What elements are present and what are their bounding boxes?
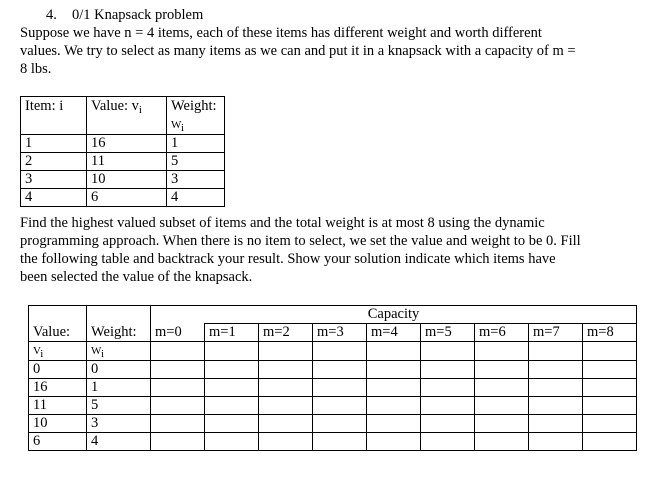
capacity-col-header: m=8: [583, 324, 637, 342]
dp-cell[interactable]: [313, 361, 367, 379]
instructions-line: Find the highest valued subset of items and the total weight is at most 8 using the dynamic: [20, 215, 545, 231]
weight-cell: 4: [167, 189, 225, 207]
intro-paragraph: [20, 24, 656, 78]
items-header-row: [21, 97, 225, 135]
weight-cell: 1: [167, 135, 225, 153]
value-cell: 16: [87, 135, 167, 153]
weight-cell: 5: [167, 153, 225, 171]
dp-cell[interactable]: [529, 397, 583, 415]
dp-cell[interactable]: [151, 415, 205, 433]
instructions-paragraph: [20, 214, 656, 286]
dp-cell[interactable]: [151, 433, 205, 451]
dp-cell[interactable]: [529, 415, 583, 433]
dp-cell[interactable]: [421, 342, 475, 361]
dp-cell[interactable]: [259, 379, 313, 397]
dp-cell[interactable]: [367, 433, 421, 451]
capacity-col-header: m=0: [151, 324, 205, 342]
dp-cell[interactable]: [205, 379, 259, 397]
dp-cell[interactable]: [259, 342, 313, 361]
dp-cell[interactable]: [205, 415, 259, 433]
capacity-col-header: m=3: [313, 324, 367, 342]
dp-cell[interactable]: [313, 415, 367, 433]
blank-cell: [29, 306, 87, 324]
dp-cell[interactable]: [475, 433, 529, 451]
instructions-line: programming approach. When there is no item to select, we set the value and weight to be 0. Fill: [20, 233, 581, 249]
weight-cell: 3: [87, 415, 151, 433]
dp-cell[interactable]: [529, 361, 583, 379]
weight-cell: 5: [87, 397, 151, 415]
problem-number: 4.: [46, 7, 57, 23]
table-row: [29, 415, 637, 433]
capacity-col-header: m=1: [205, 324, 259, 342]
dp-cell[interactable]: [205, 361, 259, 379]
dp-cell[interactable]: [529, 342, 583, 361]
dp-cell[interactable]: [421, 433, 475, 451]
dp-cell[interactable]: [151, 397, 205, 415]
dp-cell[interactable]: [205, 342, 259, 361]
instructions-line: been selected the value of the knapsack.: [20, 269, 253, 285]
dp-cell[interactable]: [475, 342, 529, 361]
table-row: [29, 397, 637, 415]
dp-cell[interactable]: [421, 379, 475, 397]
dp-cell[interactable]: [583, 433, 637, 451]
value-cell: 6: [29, 433, 87, 451]
dp-cell[interactable]: [367, 415, 421, 433]
weight-cell: 0: [87, 361, 151, 379]
table-row: [21, 171, 225, 189]
dp-cell[interactable]: [367, 397, 421, 415]
value-cell: 10: [87, 171, 167, 189]
items-table: [20, 96, 225, 207]
dp-cell[interactable]: [367, 379, 421, 397]
table-row: [21, 135, 225, 153]
dp-cell[interactable]: [151, 342, 205, 361]
dp-cell[interactable]: [313, 379, 367, 397]
table-row: [21, 153, 225, 171]
item-cell: 2: [21, 153, 87, 171]
dp-cell[interactable]: [259, 361, 313, 379]
dp-cell[interactable]: [529, 433, 583, 451]
table-row: [21, 189, 225, 207]
dp-cell[interactable]: [421, 415, 475, 433]
dp-cell[interactable]: [313, 342, 367, 361]
capacity-row: [29, 306, 637, 324]
instructions-line: the following table and backtrack your result. Show your solution indicate which items have: [20, 251, 556, 267]
capacity-col-header: m=4: [367, 324, 421, 342]
dp-table: [28, 305, 637, 451]
table-row: [29, 361, 637, 379]
weight-cell: 3: [167, 171, 225, 189]
intro-line: 8 lbs.: [20, 61, 52, 77]
dp-cell[interactable]: [583, 342, 637, 361]
weight-sub-header: Wi: [87, 342, 151, 361]
dp-cell[interactable]: [475, 397, 529, 415]
capacity-header: Capacity: [151, 306, 637, 324]
item-cell: 1: [21, 135, 87, 153]
dp-cell[interactable]: [367, 342, 421, 361]
dp-cell[interactable]: [475, 415, 529, 433]
value-cell: 10: [29, 415, 87, 433]
dp-cell[interactable]: [583, 361, 637, 379]
dp-cell[interactable]: [529, 379, 583, 397]
dp-cell[interactable]: [259, 433, 313, 451]
value-cell: 11: [29, 397, 87, 415]
blank-cell: [87, 306, 151, 324]
value-cell: 11: [87, 153, 167, 171]
dp-cell[interactable]: [583, 379, 637, 397]
dp-cell[interactable]: [151, 361, 205, 379]
table-row: [29, 379, 637, 397]
item-cell: 4: [21, 189, 87, 207]
capacity-col-header: m=7: [529, 324, 583, 342]
dp-cell[interactable]: [313, 433, 367, 451]
dp-cell[interactable]: [421, 397, 475, 415]
value-cell: 6: [87, 189, 167, 207]
value-cell: 0: [29, 361, 87, 379]
dp-cell[interactable]: [205, 433, 259, 451]
intro-line: Suppose we have n = 4 items, each of these items has different weight and worth different: [20, 25, 542, 41]
dp-cell[interactable]: [475, 361, 529, 379]
capacity-col-header: m=2: [259, 324, 313, 342]
dp-cell[interactable]: [475, 379, 529, 397]
dp-cell[interactable]: [367, 361, 421, 379]
weight-header: Weight: Wi: [167, 97, 225, 135]
value-sub-header: Vi: [29, 342, 87, 361]
column-header-row: [29, 324, 637, 342]
dp-cell[interactable]: [151, 379, 205, 397]
problem-heading: [46, 6, 203, 24]
item-cell: 3: [21, 171, 87, 189]
dp-cell[interactable]: [259, 397, 313, 415]
capacity-col-header: m=6: [475, 324, 529, 342]
dp-cell[interactable]: [583, 397, 637, 415]
dp-cell[interactable]: [583, 415, 637, 433]
value-header: Value:: [29, 324, 87, 342]
intro-line: values. We try to select as many items as we can and put it in a knapsack with a capacity of m =: [20, 43, 576, 59]
item-header: Item: i: [21, 97, 87, 135]
value-header: Value: $v_i$: [87, 97, 167, 135]
problem-title: 0/1 Knapsack problem: [72, 7, 204, 23]
dp-cell[interactable]: [421, 361, 475, 379]
capacity-col-header: m=5: [421, 324, 475, 342]
table-row: [29, 433, 637, 451]
dp-cell[interactable]: [205, 397, 259, 415]
weight-cell: 1: [87, 379, 151, 397]
dp-cell[interactable]: [259, 415, 313, 433]
dp-cell[interactable]: [313, 397, 367, 415]
subscript-row: [29, 342, 637, 361]
value-cell: 16: [29, 379, 87, 397]
weight-header: Weight:: [87, 324, 151, 342]
weight-cell: 4: [87, 433, 151, 451]
